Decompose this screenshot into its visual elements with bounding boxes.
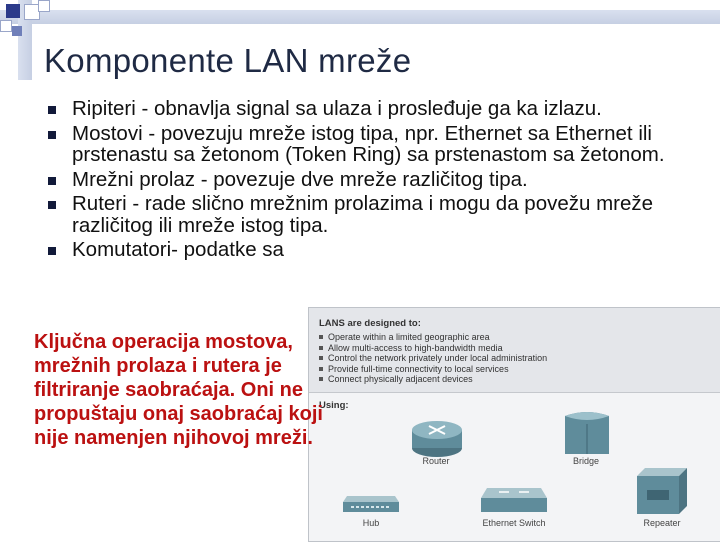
lan-figure-heading: LANS are designed to: <box>319 318 421 329</box>
hub-icon <box>341 494 401 514</box>
header-decor-bar <box>0 10 720 24</box>
using-label: Using: <box>319 400 349 411</box>
highlight-note: Ključna operacija mostova, mrežnih prolaza i rutera je filtriranje saobraćaja. Oni ne propuštaju onaj saobraćaj koji nije namenjen njihovoj mreži. <box>34 331 323 449</box>
list-item <box>48 123 698 166</box>
device-label: Ethernet Switch <box>482 518 546 528</box>
bullet-square-icon <box>48 247 56 255</box>
list-item: Allow multi-access to high-bandwidth media <box>319 343 547 354</box>
list-item: Provide full-time connectivity to local services <box>319 364 547 375</box>
router-icon <box>409 412 465 462</box>
decor-square <box>38 0 50 12</box>
bullet-list <box>48 98 698 264</box>
device-label: Hub <box>362 518 380 528</box>
bullet-square-icon <box>48 201 56 209</box>
bridge-icon <box>559 404 615 460</box>
decor-square <box>12 26 22 36</box>
bullet-square-icon <box>48 131 56 139</box>
list-item <box>48 169 698 191</box>
repeater-icon <box>635 466 689 516</box>
decor-square <box>6 4 20 18</box>
list-item <box>48 193 698 236</box>
bullet-text: Komutatori- podatke sa <box>72 238 284 261</box>
bullet-square-icon <box>48 177 56 185</box>
bullet-text: Ruteri - rade slično mrežnim prolazima i mogu da povežu mreže različitog ili mreže istog tipa. <box>72 192 654 237</box>
slide-title: Komponente LAN mreže <box>44 42 412 79</box>
device-label: Router <box>422 456 450 466</box>
list-item: Control the network privately under local administration <box>319 353 547 364</box>
device-label: Bridge <box>572 456 599 466</box>
lan-figure-list <box>319 332 547 385</box>
list-item: Connect physically adjacent devices <box>319 374 547 385</box>
list-item: Operate within a limited geographic area <box>319 332 547 343</box>
decor-square <box>0 20 12 32</box>
list-item <box>48 98 698 120</box>
bullet-text: Mrežni prolaz - povezuje dve mreže različitog tipa. <box>72 167 528 191</box>
bullet-text: Mostovi - povezuju mreže istog tipa, npr. Ethernet sa Ethernet ili prstenastu sa žetonom (Token Ring) sa prstenastom sa žetonom. <box>72 121 665 166</box>
lan-figure <box>308 307 720 542</box>
list-item <box>48 239 698 261</box>
ethernet-switch-icon <box>479 486 549 516</box>
bullet-square-icon <box>48 106 56 114</box>
device-label: Repeater <box>643 518 681 528</box>
bullet-text: Ripiteri - obnavlja signal sa ulaza i prosleđuje ga ka izlazu. <box>72 97 602 120</box>
